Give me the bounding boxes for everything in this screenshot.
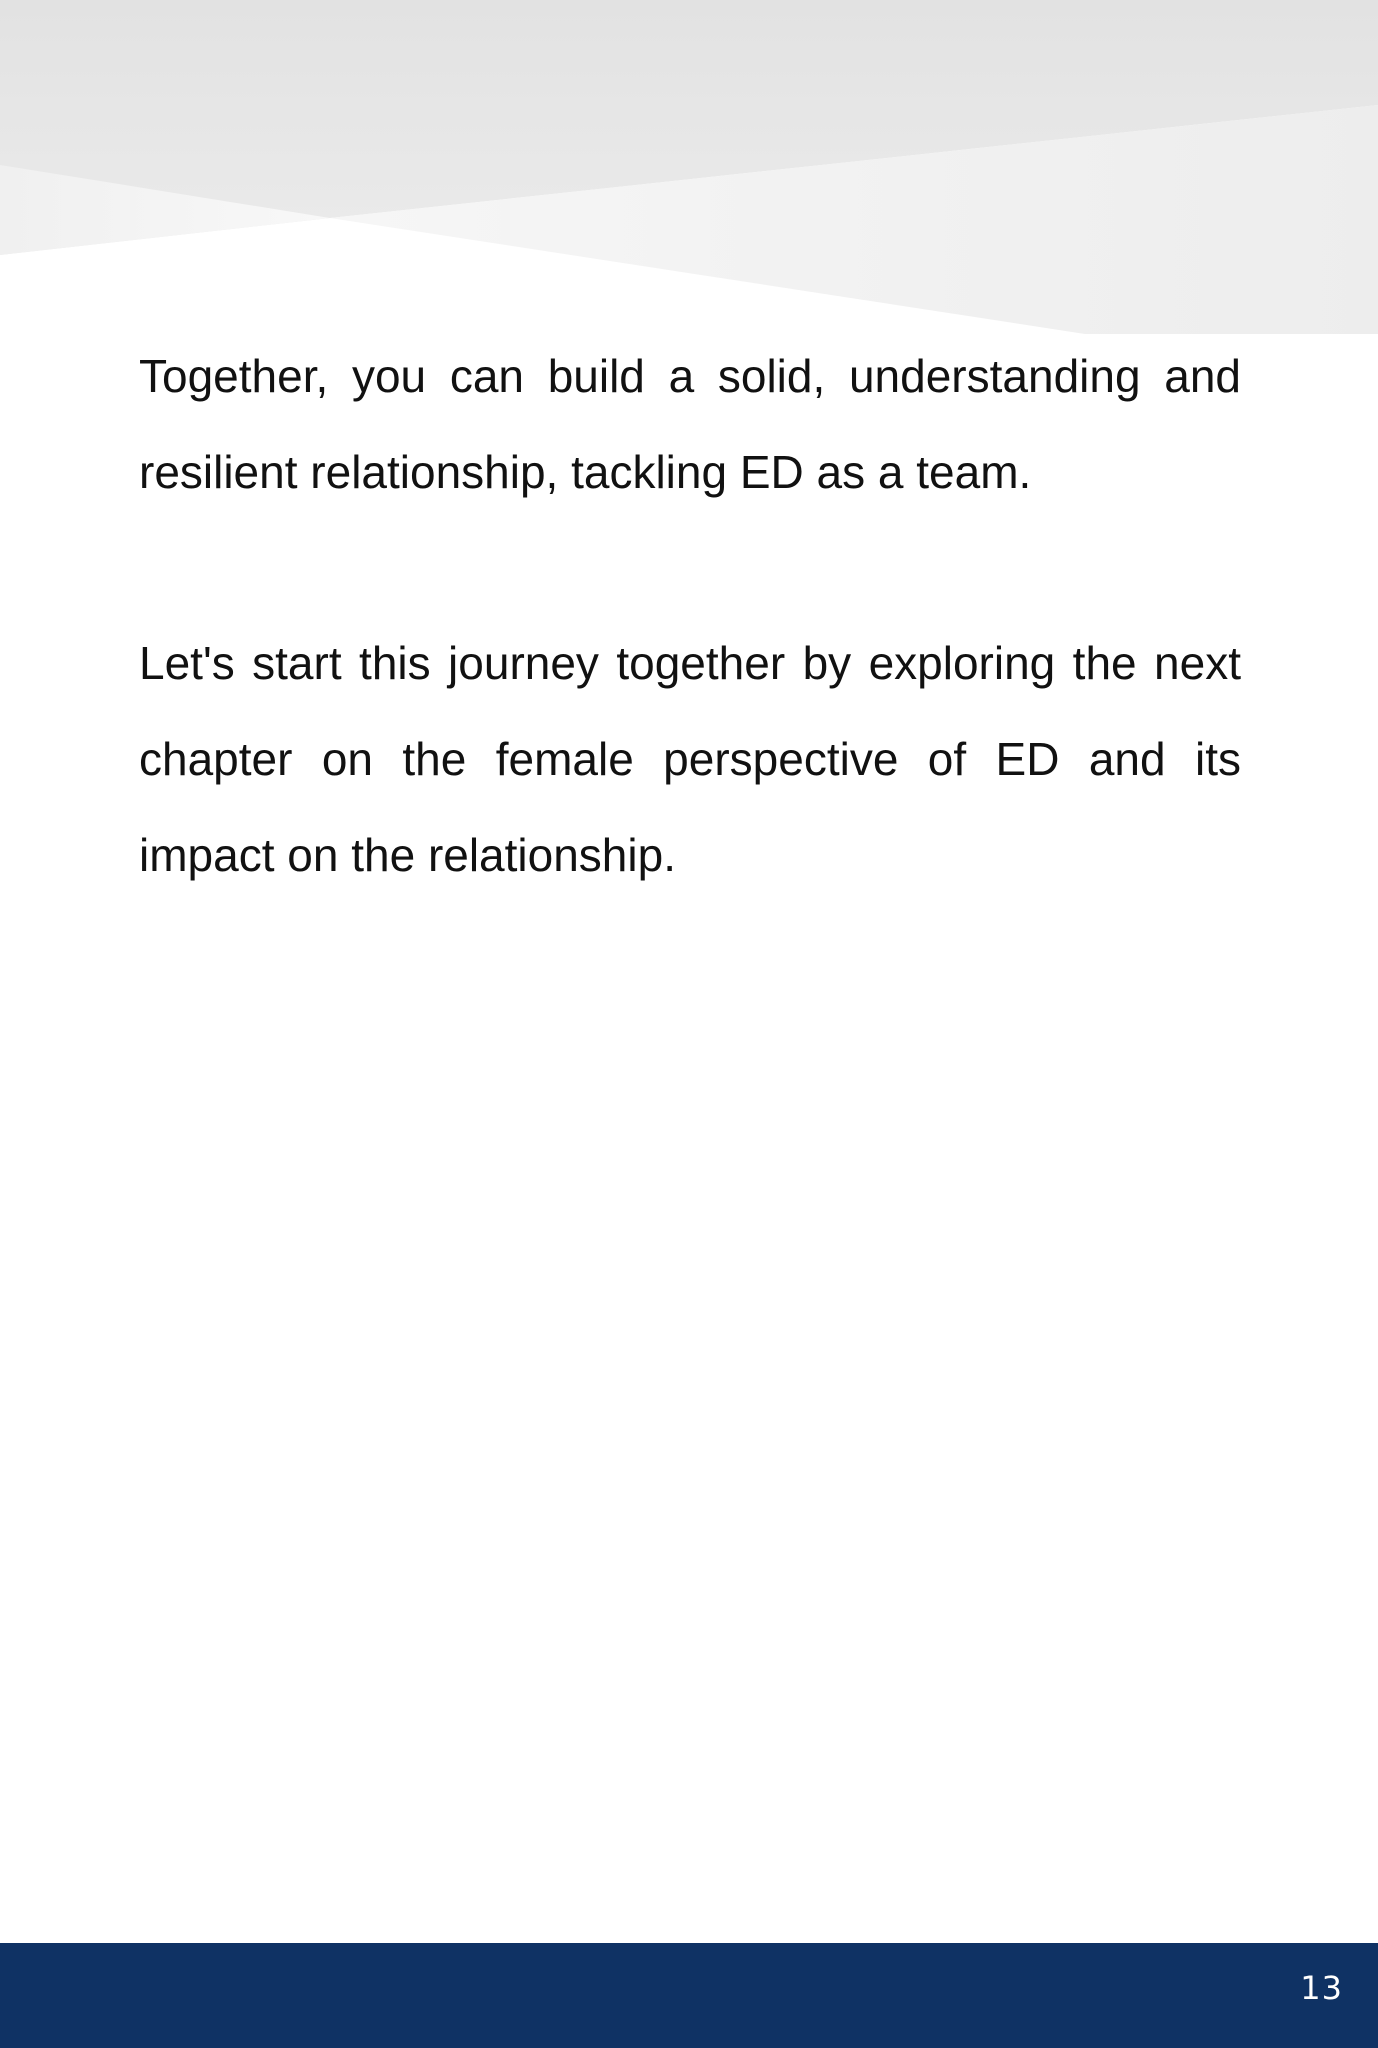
body-paragraph-2: Let's start this journey together by exploring the next chapter on the female perspective of ED and its impact on the relationship. (139, 637, 1241, 881)
body-paragraph-1: Together, you can build a solid, understanding and resilient relationship, tackling ED as a team. (139, 350, 1241, 498)
page-body (139, 328, 1241, 998)
page-number: 13 (1300, 1969, 1343, 2007)
page-footer (0, 1943, 1378, 2048)
header-decoration (0, 0, 1378, 340)
